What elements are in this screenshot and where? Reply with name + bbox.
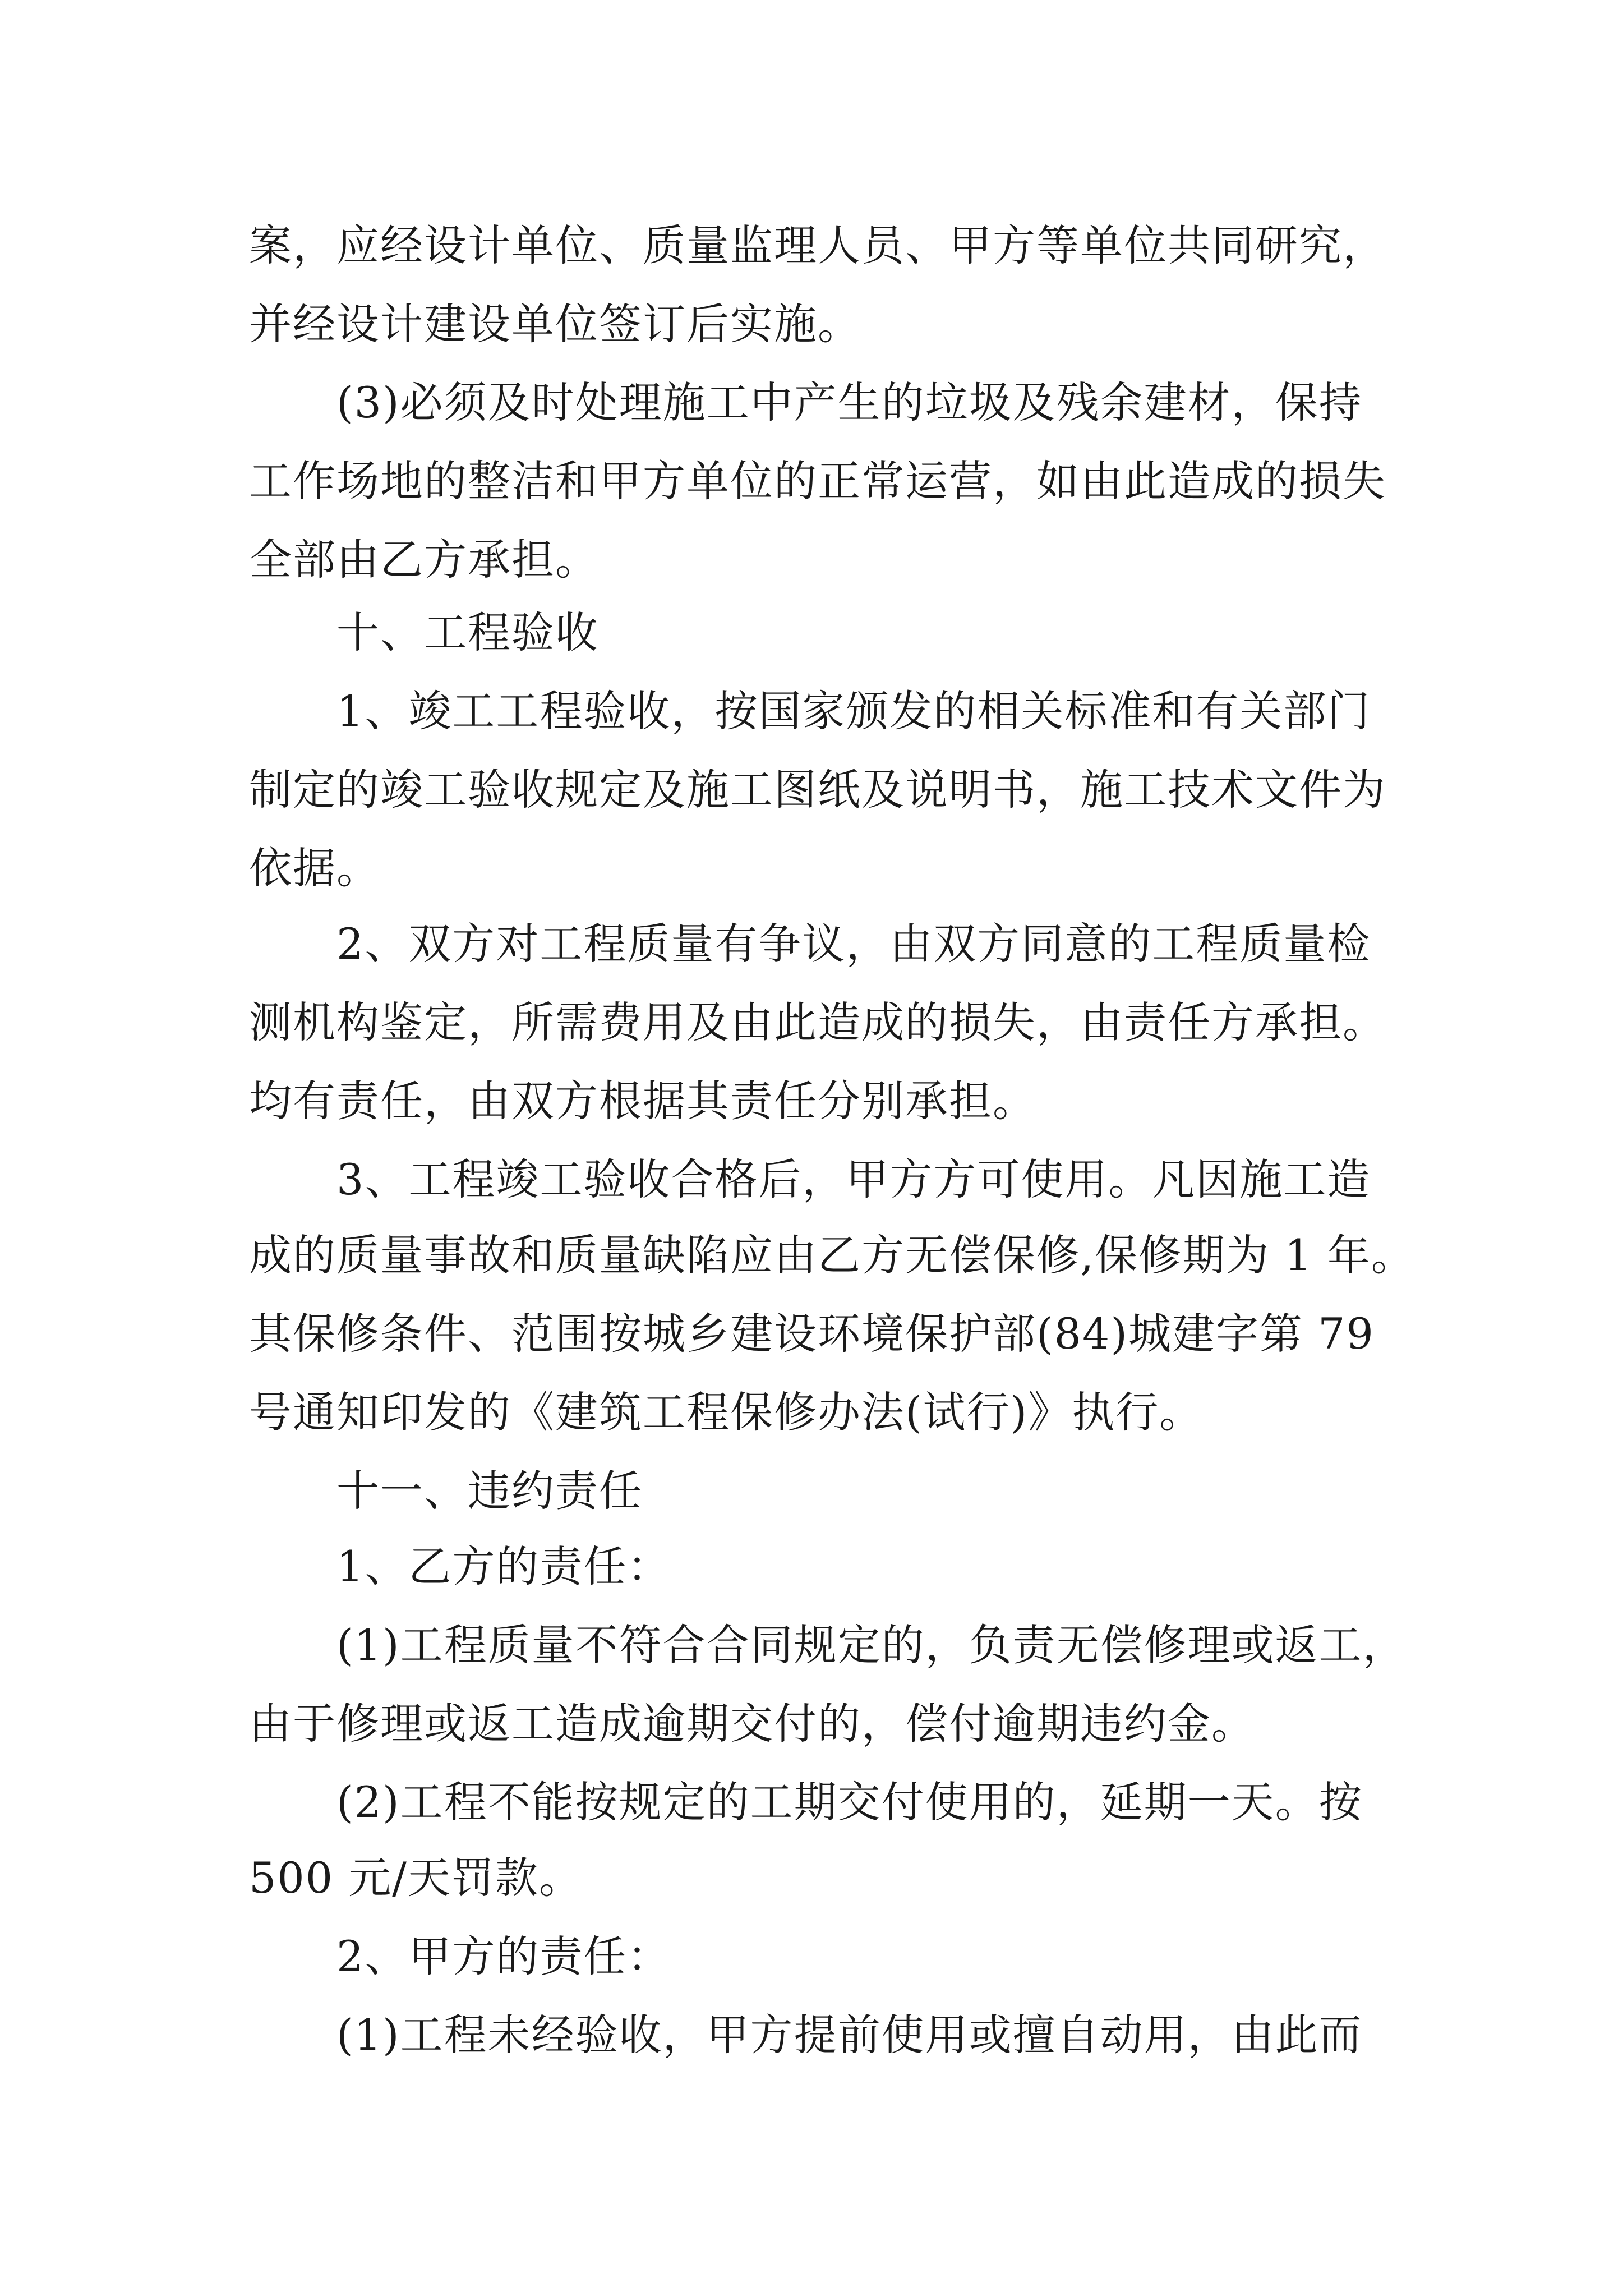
text-line: (1)工程质量不符合合同规定的，负责无偿修理或返工， bbox=[336, 1620, 1407, 1670]
text-line: 3、工程竣工验收合格后，甲方方可使用。凡因施工造 bbox=[336, 1154, 1371, 1204]
text-line: 号通知印发的《建筑工程保修办法(试行)》执行。 bbox=[249, 1387, 1204, 1437]
text-line: (3)必须及时处理施工中产生的垃圾及残余建材，保持 bbox=[336, 378, 1363, 427]
text-line: 1、乙方的责任： bbox=[336, 1542, 671, 1591]
section-heading: 十一、违约责任 bbox=[336, 1466, 643, 1516]
text-line: 案，应经设计单位、质量监理人员、甲方等单位共同研究， bbox=[249, 220, 1386, 270]
text-line: (2)工程不能按规定的工期交付使用的，延期一天。按 bbox=[336, 1777, 1363, 1827]
text-line: 全部由乙方承担。 bbox=[249, 535, 599, 585]
text-line: 工作场地的整洁和甲方单位的正常运营，如由此造成的损失 bbox=[249, 456, 1386, 506]
text-line: 2、双方对工程质量有争议，由双方同意的工程质量检 bbox=[336, 919, 1371, 969]
text-line: 2、甲方的责任： bbox=[336, 1931, 671, 1981]
text-line: 由于修理或返工造成逾期交付的，偿付逾期违约金。 bbox=[249, 1699, 1255, 1749]
text-line: 测机构鉴定，所需费用及由此造成的损失，由责任方承担。 bbox=[249, 997, 1386, 1047]
text-line: 制定的竣工验收规定及施工图纸及说明书，施工技术文件为 bbox=[249, 765, 1386, 815]
text-line: (1)工程未经验收，甲方提前使用或擅自动用，由此而 bbox=[336, 2010, 1363, 2060]
text-line: 其保修条件、范围按城乡建设环境保护部(84)城建字第 79 bbox=[249, 1309, 1375, 1359]
text-line: 均有责任，由双方根据其责任分别承担。 bbox=[249, 1076, 1036, 1126]
text-line: 500 元/天罚款。 bbox=[249, 1853, 583, 1903]
text-line: 并经设计建设单位签订后实施。 bbox=[249, 299, 861, 349]
text-line: 成的质量事故和质量缺陷应由乙方无偿保修,保修期为 1 年。 bbox=[249, 1230, 1415, 1280]
text-line: 1、竣工工程验收，按国家颁发的相关标准和有关部门 bbox=[336, 686, 1371, 736]
section-heading: 十、工程验收 bbox=[336, 608, 599, 657]
text-line: 依据。 bbox=[249, 843, 380, 893]
